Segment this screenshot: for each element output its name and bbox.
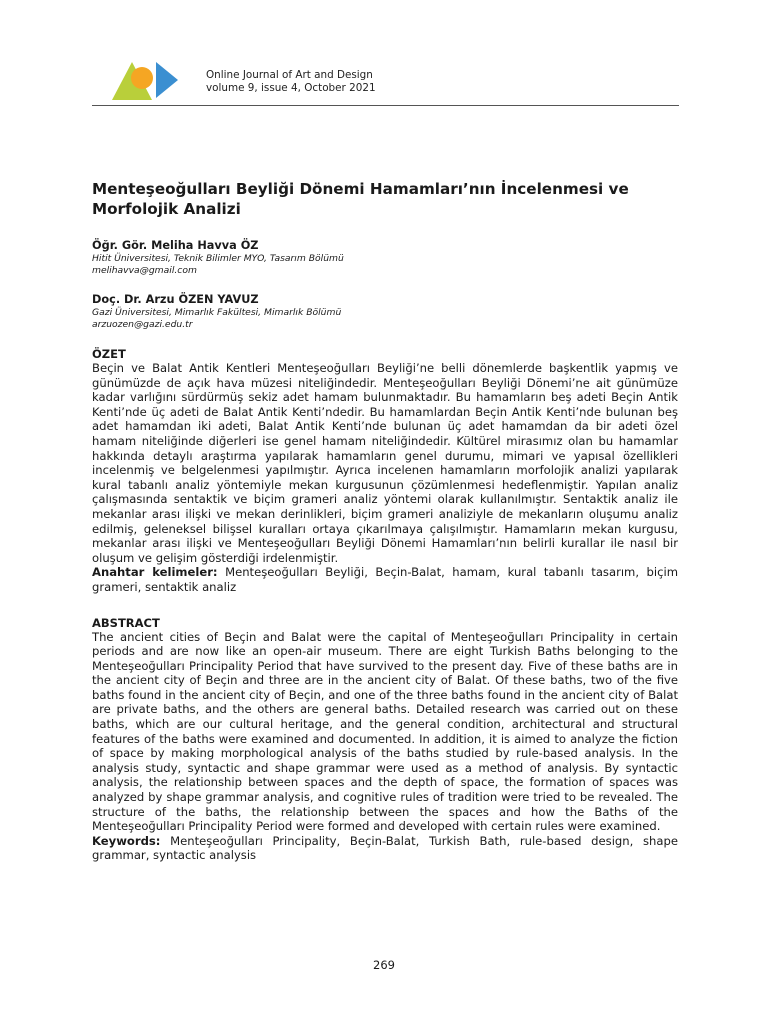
author-name: Doç. Dr. Arzu ÖZEN YAVUZ [92, 293, 259, 306]
page-number: 269 [373, 958, 395, 972]
abstract-keywords [92, 834, 678, 863]
abstract-keywords-label: Keywords: [92, 833, 161, 848]
author-affiliation: Gazi Üniversitesi, Mimarlık Fakültesi, Mimarlık Bölümü [92, 307, 342, 318]
article-title: Menteşeoğulları Beyliği Dönemi Hamamları’nın İncelenmesi ve Morfolojik Analizi [92, 180, 629, 218]
ozet-keywords [92, 565, 678, 594]
ozet-keywords-list: Menteşeoğulları Beyliği, Beçin-Balat, hamam, kural tabanlı tasarım, biçim grameri, sentaktik analiz [92, 565, 678, 594]
journal-issue: volume 9, issue 4, October 2021 [206, 81, 376, 94]
journal-name: Online Journal of Art and Design [206, 69, 373, 81]
article-body [92, 180, 678, 863]
author-name: Öğr. Gör. Meliha Havva ÖZ [92, 239, 259, 252]
author-email: melihavva@gmail.com [92, 264, 197, 276]
journal-header [108, 56, 680, 108]
author-block [92, 239, 678, 276]
author-block [92, 293, 678, 330]
author-affiliation: Hitit Üniversitesi, Teknik Bilimler MYO, Tasarım Bölümü [92, 253, 344, 264]
ozet-keywords-label: Anahtar kelimeler: [92, 565, 218, 580]
author-email: arzuozen@gazi.edu.tr [92, 318, 193, 330]
header-rule [92, 105, 679, 106]
ozet-text: Beçin ve Balat Antik Kentleri Menteşeoğulları Beyliği’ne belli dönemlerde başkentlik yapmış ve günümüzde de açık hava müzesi niteliğindedir. Menteşeoğulları Beyliği Dönemi’ne ait günümüze kadar varlığını sürdürmüş sekiz adet hamam bulunmaktadır. Bu hamamların beş adeti Beçin Antik Kenti’nde üç adeti de Balat Antik Kenti’ndedir. Bu hamamlardan Beçin Antik Kenti’nde bulunan beş adet hamamdan iki adeti, Balat Antik Kenti’nde bulunan üç adet hamamdan da bir adeti özel hamam niteliğinde diğerleri ise genel hamam niteliğindedir. Kültürel mirasımız olan bu hamamlar hakkında detaylı araştırma yapılarak hamamların genel durumu, mimari ve yapısal özellikleri incelenmiş ve belgelenmesi yapılmıştır. Ayrıca incelenen hamamların morfolojik analizi yapılarak kural tabanlı analiz yöntemiyle mekan kurgusunun çözümlenmesi hedeflenmiştir. Yapılan analiz çalışmasında sentaktik ve biçim grameri analiz yöntemi olarak kullanılmıştır. Sentaktik analiz ile mekanlar arası ilişki ve mekan derinlikleri, biçim grameri analiziyle de mekanların oluşumu analiz edilmiş, geleneksel bilişsel kuralları ortaya çıkarılmaya çalışılmıştır. Hamamların mekan kurgusu, mekanlar arası ilişki ve Menteşeoğulları Beyliği Dönemi Hamamları’nın belirli kurallar ile nasıl bir oluşum ve gelişim gösterdiği irdelenmiştir. [92, 361, 678, 565]
journal-info [206, 69, 376, 94]
abstract-heading: ABSTRACT [92, 615, 160, 630]
ozet-heading: ÖZET [92, 347, 126, 361]
abstract-keywords-list: Menteşeoğulları Principality, Beçin-Balat, Turkish Bath, rule-based design, shape grammar, syntactic analysis [92, 833, 678, 863]
abstract-text: The ancient cities of Beçin and Balat were the capital of Menteşeoğulları Principality in certain periods and are now like an open-air museum. There are eight Turkish Baths belonging to the Menteşeoğulları Principality Period that have survived to the present day. Five of these baths are in the ancient city of Beçin and three are in the ancient city of Balat. Of these baths, two of the five baths found in the ancient city of Beçin, and one of the three baths found in the ancient city of Balat are private baths, and the others are general baths. Detailed research was carried out on these baths, which are our cultural heritage, and the general condition, architectural and structural features of the baths were examined and documented. In addition, it is aimed to analyze the fiction of space by making morphological analysis of the baths studied by rule-based analysis. In the analysis study, syntactic and shape grammar were used as a method of analysis. By syntactic analysis, the relationship between spaces and the depth of space, the formation of spaces was analyzed by shape grammar analysis, and cognitive rules of tradition were tried to be revealed. The structure of the baths, the relationship between the spaces and how the Baths of the Menteşeoğulları Principality Period were formed and developed with certain rules were examined. [92, 629, 678, 834]
journal-logo-icon [108, 56, 180, 104]
